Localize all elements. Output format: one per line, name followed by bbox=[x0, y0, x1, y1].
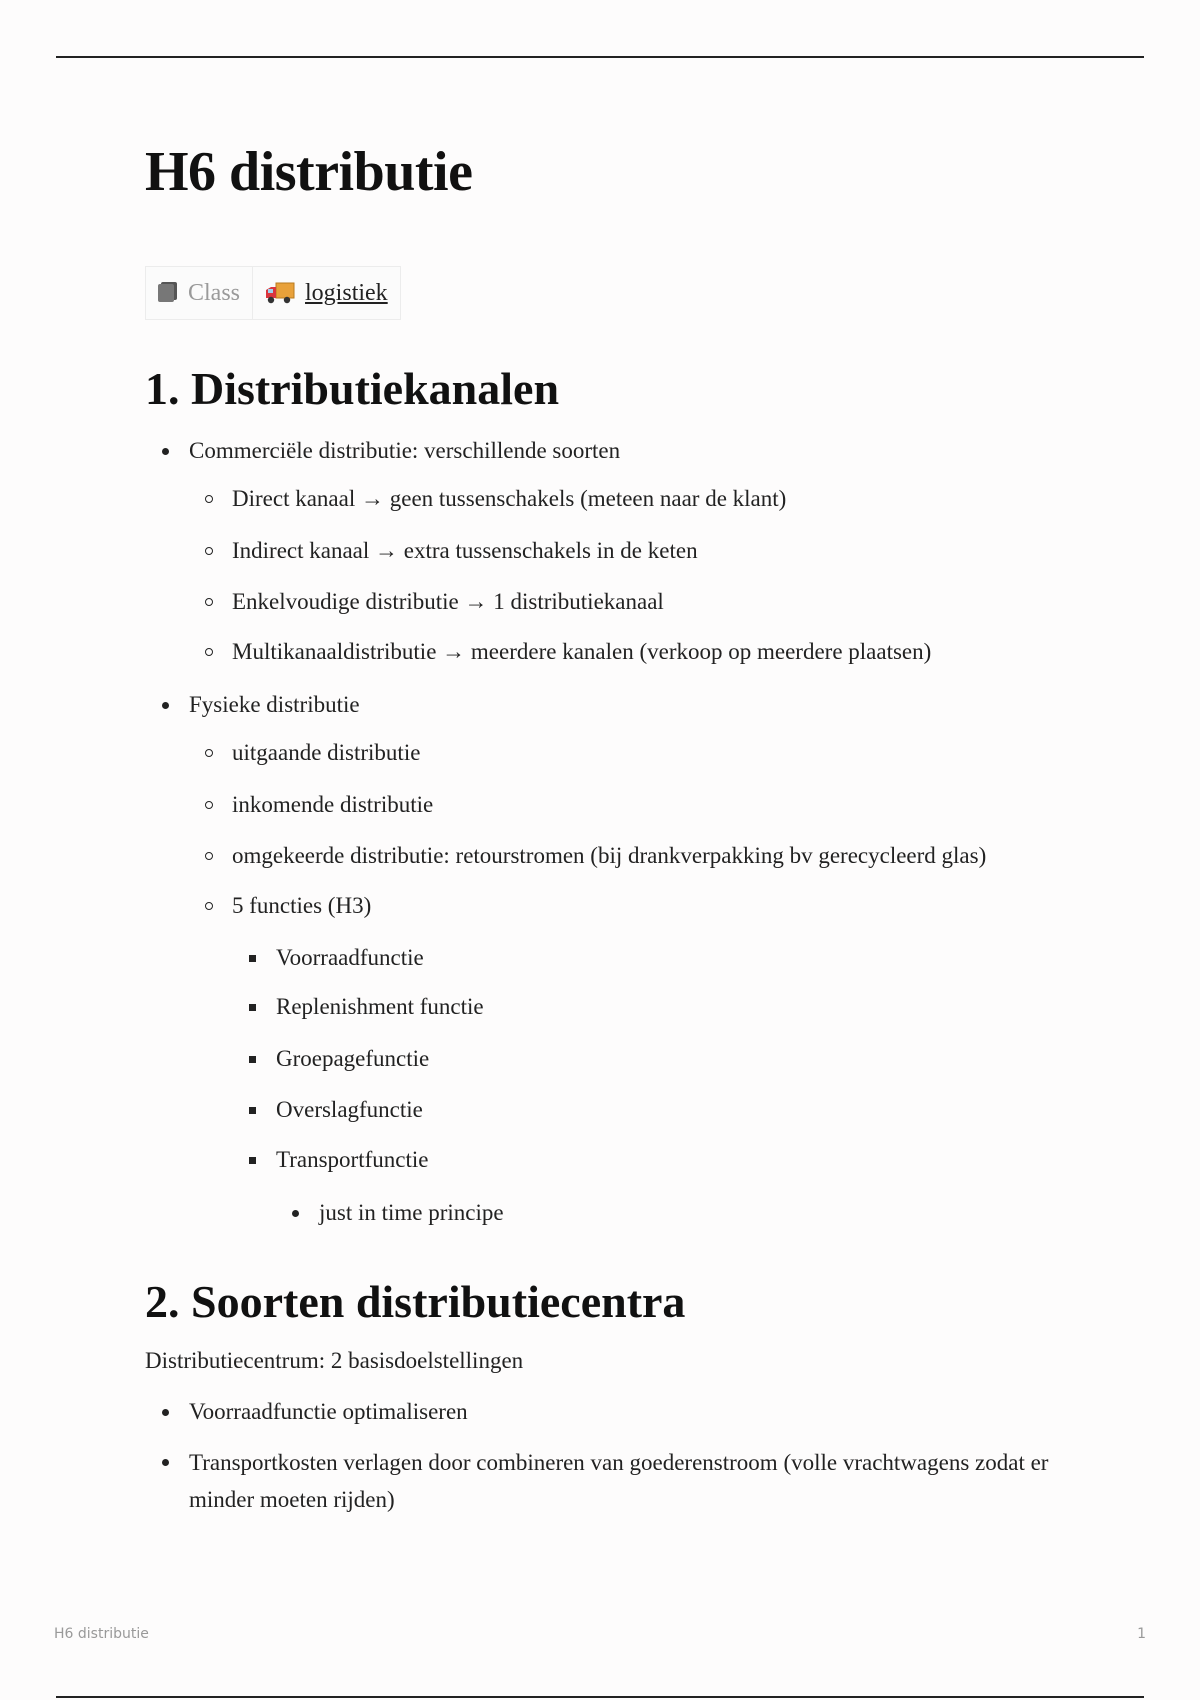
list-item: Voorraadfunctie bbox=[276, 943, 424, 973]
list-item: Indirect kanaal → extra tussenschakels in de keten bbox=[232, 536, 698, 566]
list-item: Multikanaaldistributie → meerdere kanalen (verkoop op meerdere plaatsen) bbox=[232, 637, 931, 667]
section-heading-soorten-distributiecentra: 2. Soorten distributiecentra bbox=[145, 1276, 686, 1327]
paragraph: Distributiecentrum: 2 basisdoelstellingen bbox=[145, 1348, 524, 1373]
list-item: Replenishment functie bbox=[276, 992, 484, 1022]
list-item: inkomende distributie bbox=[232, 790, 433, 820]
list-item: Voorraadfunctie optimaliseren bbox=[189, 1397, 468, 1427]
top-rule bbox=[56, 56, 1144, 58]
list-item: Transportfunctie bbox=[276, 1145, 428, 1175]
page-number: 1 bbox=[1137, 1626, 1146, 1642]
list-item: 5 functies (H3) bbox=[232, 891, 371, 921]
section-heading-distributiekanalen: 1. Distributiekanalen bbox=[145, 363, 560, 414]
list-item: Overslagfunctie bbox=[276, 1095, 423, 1125]
list-item: omgekeerde distributie: retourstromen (bij drankverpakking bv gerecycleerd glas) bbox=[232, 841, 986, 871]
tag-icon bbox=[158, 284, 174, 302]
property-value[interactable] bbox=[252, 267, 400, 319]
page-title: H6 distributie bbox=[145, 141, 473, 203]
footer-title: H6 distributie bbox=[54, 1626, 149, 1642]
bottom-rule bbox=[56, 1696, 1144, 1698]
list-item: uitgaande distributie bbox=[232, 738, 420, 768]
truck-icon bbox=[265, 279, 295, 307]
list-item: Transportkosten verlagen door combineren van goederenstroom (volle vrachtwagens zodat er minder moeten rijden) bbox=[189, 1444, 1049, 1518]
property-key bbox=[146, 267, 252, 319]
list-item: Enkelvoudige distributie → 1 distributiekanaal bbox=[232, 587, 664, 617]
list-item: Groepagefunctie bbox=[276, 1044, 429, 1074]
list-item: Commerciële distributie: verschillende soorten bbox=[189, 436, 620, 466]
property-row bbox=[145, 266, 401, 320]
property-value-link[interactable]: logistiek bbox=[305, 279, 388, 306]
list-item: just in time principe bbox=[319, 1198, 504, 1228]
property-key-label: Class bbox=[188, 279, 241, 306]
list-item: Fysieke distributie bbox=[189, 690, 360, 720]
list-item: Direct kanaal → geen tussenschakels (meteen naar de klant) bbox=[232, 484, 786, 514]
